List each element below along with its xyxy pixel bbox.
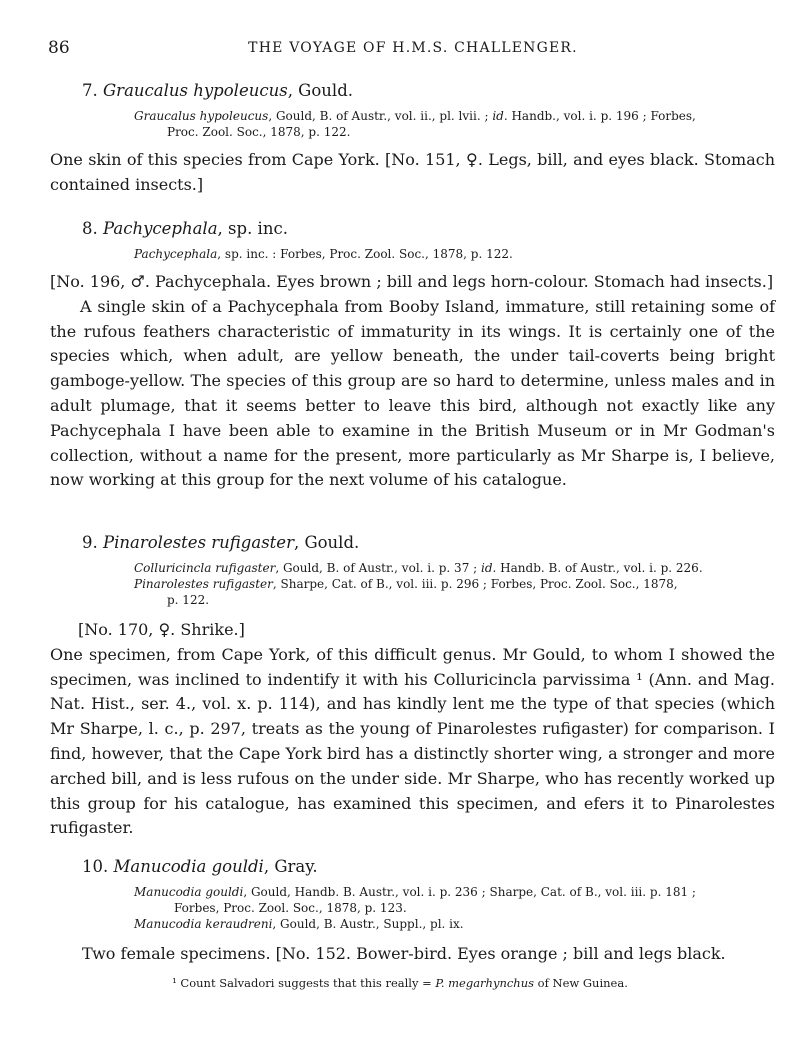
paragraph: A single skin of a Pachycephala from Booby Island, immature, still retaining some of the rufous feathers characteristic of immaturity in its wings. It is certainly one of the species which, when adult, are yellow beneath, the under tail-coverts being bright gamboge-yellow. The species of this group are so hard to determine, unless males and in adult plumage, that it seems better to leave this bird, although not exactly like any Pachycephala I have been able to examine in the British Museum or in Mr Godman's collection, without a name for the present, more particularly as Mr Sharpe is, I believe, now working at this group for the next volume of his catalogue. <box>50 296 775 490</box>
references <box>82 884 772 932</box>
entry-number: 10. <box>82 857 109 876</box>
entry-9-text <box>50 618 775 841</box>
authority: , Gould. <box>293 533 360 552</box>
paragraph: [No. 196, ♂. Pachycephala. Eyes brown ; bill and legs horn-colour. Stomach had insects.] <box>50 272 774 291</box>
page-header <box>48 38 778 58</box>
species-entry-9 <box>82 532 772 608</box>
species-name: Manucodia gouldi <box>113 857 264 876</box>
paragraph: [No. 170, ♀. Shrike.] <box>78 620 245 639</box>
ref-text: Forbes, Proc. Zool. Soc., 1878, p. 123. <box>174 901 407 915</box>
species-entry-10 <box>82 856 772 932</box>
species-name: Pinarolestes rufigaster <box>103 533 294 552</box>
authority: , sp. inc. <box>217 219 288 238</box>
reference-line <box>82 576 772 592</box>
reference-line <box>82 884 772 900</box>
ref-text: , Gould, B. of Austr., vol. ii., pl. lvii. ; <box>268 109 493 123</box>
entry-10-text <box>50 942 775 967</box>
ref-text: Proc. Zool. Soc., 1878, p. 122. <box>167 125 351 139</box>
ref-species: Pachycephala <box>134 247 218 261</box>
references <box>82 246 772 262</box>
ref-ibid: id. <box>492 109 508 123</box>
reference-line <box>82 246 772 262</box>
ref-text: Handb., vol. i. p. 196 ; Forbes, <box>507 109 696 123</box>
ref-text: , Gould, Handb. B. Austr., vol. i. p. 236 ; Sharpe, Cat. of B., vol. iii. p. 181 ; <box>243 885 696 899</box>
paragraph: One skin of this species from Cape York. [No. 151, ♀. Legs, bill, and eyes black. Stomach contained insects.] <box>50 150 775 194</box>
reference-line <box>82 900 772 916</box>
footnote <box>0 976 800 990</box>
reference-line <box>82 592 772 608</box>
entry-number: 7. <box>82 81 98 100</box>
species-name: Pachycephala <box>103 219 218 238</box>
species-name: Graucalus hypoleucus <box>103 81 288 100</box>
entry-heading <box>82 80 772 102</box>
ref-species: Pinarolestes rufigaster <box>134 577 273 591</box>
footnote-text: of New Guinea. <box>534 976 628 990</box>
ref-species: Graucalus hypoleucus <box>134 109 269 123</box>
reference-line <box>82 916 772 932</box>
ref-text: , Sharpe, Cat. of B., vol. iii. p. 296 ; Forbes, Proc. Zool. Soc., 1878, <box>272 577 678 591</box>
footnote-text: Count Salvadori suggests that this really = <box>180 976 436 990</box>
entry-heading <box>82 218 772 240</box>
species-entry-8 <box>82 218 772 262</box>
ref-ibid: id. <box>481 561 497 575</box>
footnote-marker: ¹ <box>172 976 177 990</box>
entry-7-text <box>50 148 775 198</box>
species-entry-7 <box>82 80 772 140</box>
ref-text: p. 122. <box>167 593 210 607</box>
paragraph: Two female specimens. [No. 152. Bower-bird. Eyes orange ; bill and legs black. <box>82 944 726 963</box>
references <box>82 560 772 608</box>
reference-line <box>82 108 772 124</box>
page-number: 86 <box>48 38 70 58</box>
footnote-species: P. megarhynchus <box>435 976 535 990</box>
ref-text: , Gould, B. of Austr., vol. i. p. 37 ; <box>275 561 481 575</box>
references <box>82 108 772 140</box>
ref-text: Handb. B. of Austr., vol. i. p. 226. <box>496 561 703 575</box>
ref-text: , Gould, B. Austr., Suppl., pl. ix. <box>272 917 464 931</box>
reference-line <box>82 124 772 140</box>
reference-line <box>82 560 772 576</box>
ref-species: Manucodia gouldi <box>134 885 244 899</box>
ref-species: Manucodia keraudreni <box>134 917 273 931</box>
running-title: THE VOYAGE OF H.M.S. CHALLENGER. <box>248 40 578 56</box>
entry-8-text <box>50 270 775 493</box>
ref-species: Colluricincla rufigaster <box>134 561 276 575</box>
entry-number: 8. <box>82 219 98 238</box>
ref-text: , sp. inc. : Forbes, Proc. Zool. Soc., 1878, p. 122. <box>217 247 513 261</box>
entry-heading <box>82 856 772 878</box>
entry-number: 9. <box>82 533 98 552</box>
authority: , Gould. <box>287 81 354 100</box>
entry-heading <box>82 532 772 554</box>
authority: , Gray. <box>263 857 318 876</box>
paragraph: One specimen, from Cape York, of this difficult genus. Mr Gould, to whom I showed the specimen, was inclined to indentify it with his Colluricincla parvissima ¹ (Ann. and Mag. Nat. Hist., ser. 4., vol. x. p. 114), and has kindly lent me the type of that species (which Mr Sharpe, l. c., p. 297, treats as the young of Pinarolestes rufigaster) for comparison. I find, however, that the Cape York bird has a distinctly shorter wing, a stronger and more arched bill, and is less rufous on the under side. Mr Sharpe, who has recently worked up this group for his catalogue, has examined this specimen, and efers it to Pinarolestes rufigaster. <box>50 644 775 838</box>
